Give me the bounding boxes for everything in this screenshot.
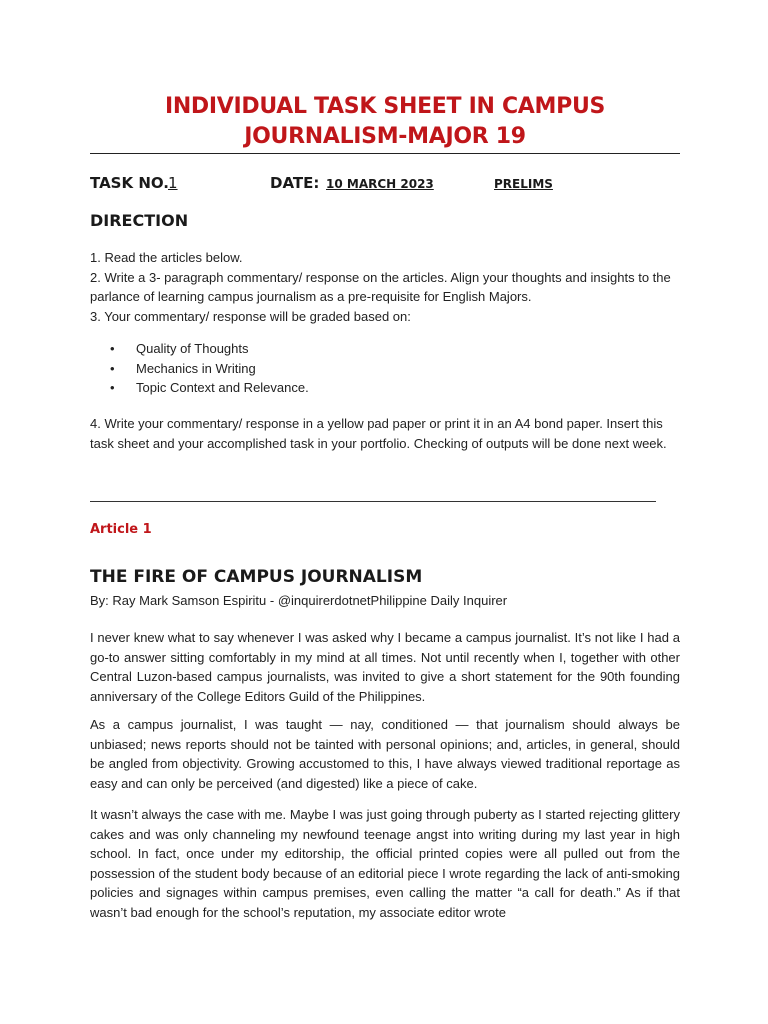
criteria-item: • Mechanics in Writing <box>110 359 309 379</box>
article-title: THE FIRE OF CAMPUS JOURNALISM <box>90 567 423 587</box>
task-info-line <box>90 174 680 196</box>
date-label: DATE: <box>270 174 320 192</box>
article-paragraph: It wasn’t always the case with me. Maybe I was just going through puberty as I started rejecting glittery cakes and was only channeling my newfound teenage angst into writing during my last year in high school. In fact, once under my editorship, the official printed copies were all pulled out from the possession of the student body because of an editorial piece I wrote regarding the lack of anti-smoking policies and signages within campus premises, even calling the matter “a call for death.” As if that wasn’t bad enough for the school’s reputation, my associate editor wrote <box>90 807 680 920</box>
direction-step-4: 4. Write your commentary/ response in a yellow pad paper or print it in an A4 bond paper. Insert this task sheet and your accomplished task in your portfolio. Checking of outputs will be done next week. <box>90 416 667 451</box>
task-number-label: TASK NO. <box>90 174 169 192</box>
article-paragraph: As a campus journalist, I was taught — nay, conditioned — that journalism should always be unbiased; news reports should not be tainted with personal opinions; and, articles, in general, should be angled from objectivity. Growing accustomed to this, I have always viewed traditional reportage as easy and can only be perceived (and digested) like a piece of cake. <box>90 717 680 791</box>
task-number-value: 1 <box>168 174 178 192</box>
term-label: PRELIMS <box>494 177 553 191</box>
page-title: INDIVIDUAL TASK SHEET IN CAMPUS JOURNALISM-MAJOR 19 <box>164 94 606 149</box>
section-divider <box>90 501 656 502</box>
direction-step: 2. Write a 3- paragraph commentary/ response on the articles. Align your thoughts and insights to the parlance of learning campus journalism as a pre-requisite for English Majors. <box>90 269 671 304</box>
title-divider <box>90 153 680 154</box>
date-value: 10 MARCH 2023 <box>326 177 434 191</box>
article-byline: By: Ray Mark Samson Espiritu - @inquirerdotnetPhilippine Daily Inquirer <box>90 593 508 608</box>
article-paragraph: I never knew what to say whenever I was asked why I became a campus journalist. It’s not like I had a go-to answer sitting comfortably in my mind at all times. Not until recently when I, together with other Central Luzon-based campus journalists, was invited to give a short statement for the 90th founding anniversary of the College Editors Guild of the Philippines. <box>90 630 680 704</box>
article-label: Article 1 <box>90 522 152 537</box>
direction-heading: DIRECTION <box>90 211 189 230</box>
direction-step: 3. Your commentary/ response will be graded based on: <box>90 308 411 324</box>
direction-steps <box>90 248 680 326</box>
direction-step: 1. Read the articles below. <box>90 250 243 265</box>
criteria-item: • Topic Context and Relevance. <box>110 378 309 398</box>
grading-criteria-list <box>110 339 309 398</box>
criteria-item: • Quality of Thoughts <box>110 339 309 359</box>
